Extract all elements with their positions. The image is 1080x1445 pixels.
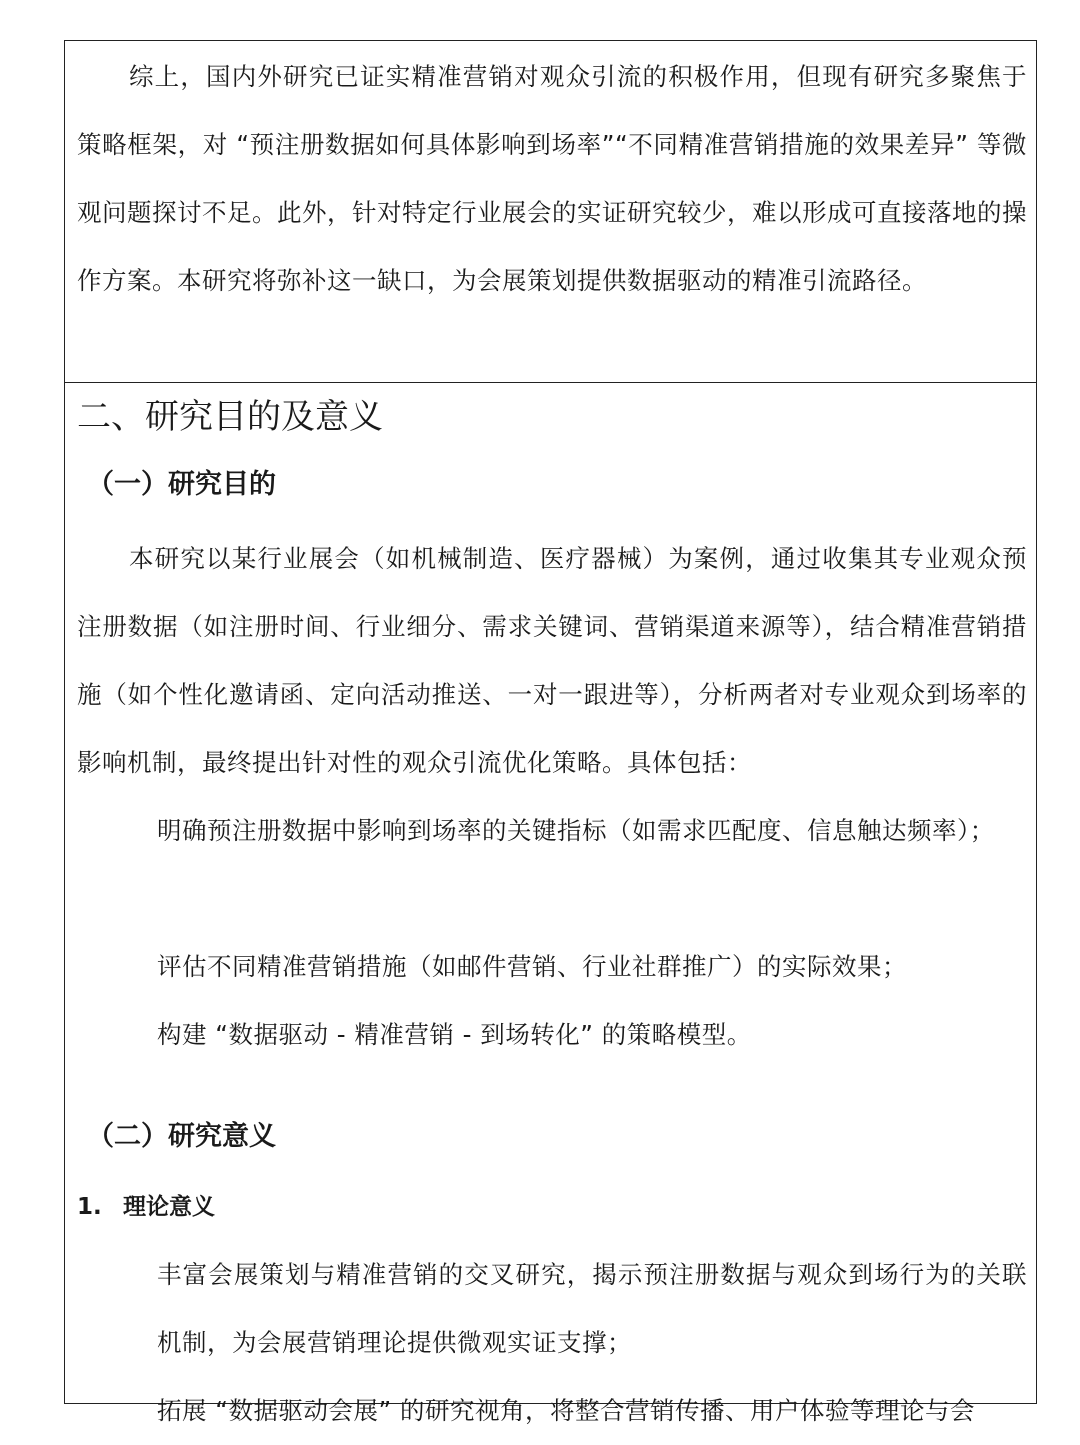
theory-item-1: 丰富会展策划与精准营销的交叉研究，揭示预注册数据与观众到场行为的关联机制，为会展营销理论提供微观实证支撑； [157,1260,1027,1357]
purpose-paragraph: 本研究以某行业展会（如机械制造、医疗器械）为案例，通过收集其专业观众预注册数据（如注册时间、行业细分、需求关键词、营销渠道来源等），结合精准营销措施（如个性化邀请函、定向活动推送、一对一跟进等），分析两者对专业观众到场率的影响机制，最终提出针对性的观众引流优化策略。具体包括： [77,544,1027,777]
significance-heading: （二）研究意义 [87,1121,276,1152]
purpose-item-3: 构建 “数据驱动 - 精准营销 - 到场转化” 的策略模型。 [157,1020,752,1049]
theory-label: 理论意义 [123,1194,215,1220]
purpose-item-1: 明确预注册数据中影响到场率的关键指标（如需求匹配度、信息触达频率）； [157,816,995,845]
theory-number: 1. [77,1194,102,1220]
theory-item-2: 拓展 “数据驱动会展” 的研究视角，将整合营销传播、用户体验等理论与会 [157,1396,975,1425]
summary-paragraph: 综上，国内外研究已证实精准营销对观众引流的积极作用，但现有研究多聚焦于策略框架，对 “预注册数据如何具体影响到场率”“不同精准营销措施的效果差异” 等微观问题探讨不足。此外，针对特定行业展会的实证研究较少，难以形成可直接落地的操作方案。本研究将弥补这一缺口，为会展策划提供数据驱动的精准引流路径。 [77,62,1027,295]
purpose-heading: （一）研究目的 [87,469,276,500]
section-title: 二、研究目的及意义 [77,397,383,437]
purpose-significance-cell [65,383,1036,1425]
purpose-item-2: 评估不同精准营销措施（如邮件营销、行业社群推广）的实际效果； [157,952,907,981]
theory-heading [77,1179,215,1235]
summary-cell [65,41,1036,383]
document-table [64,40,1037,1425]
